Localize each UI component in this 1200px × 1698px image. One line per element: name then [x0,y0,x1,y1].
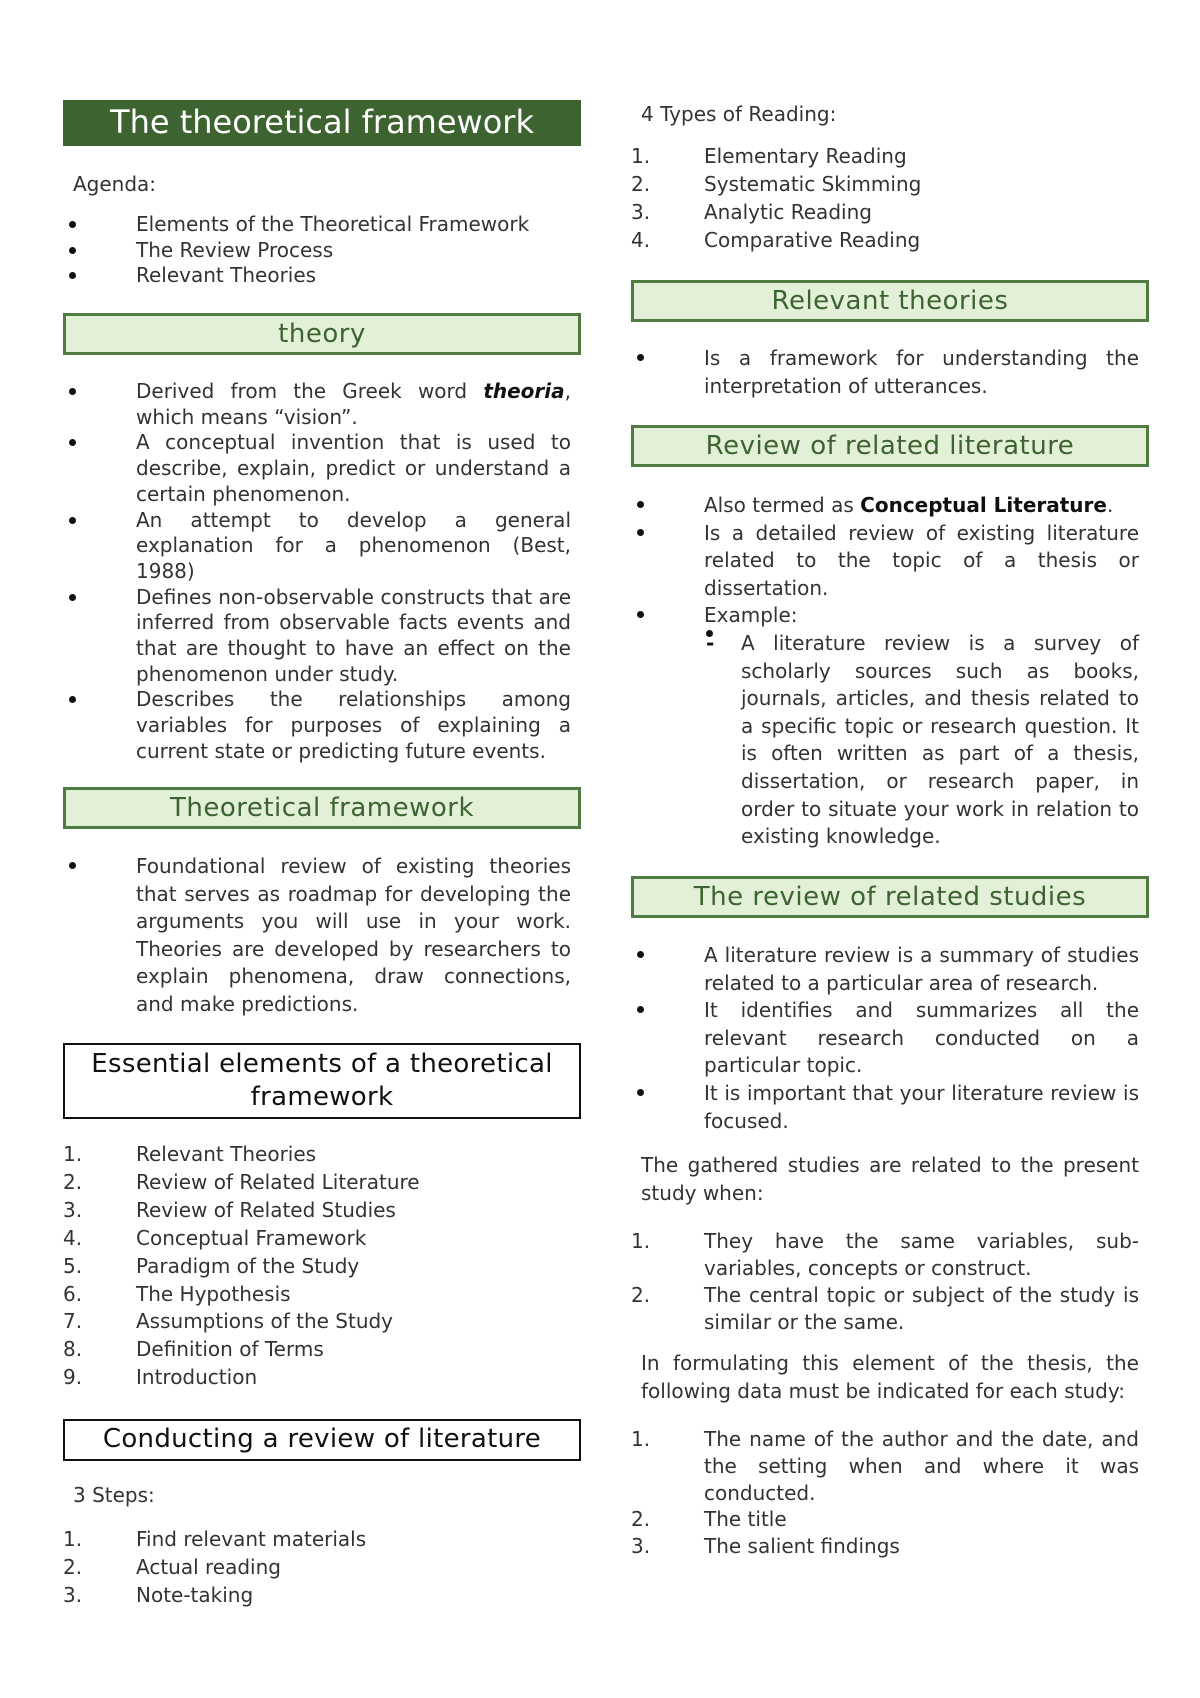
essential-element [63,1308,571,1336]
essential-element-text: Relevant Theories [136,1142,317,1166]
theoria-term: theoria [483,379,565,403]
step-text: Find relevant materials [136,1527,367,1551]
reading-type [631,143,1139,171]
theory-item-suffix: , which means “vision”. [136,379,571,429]
theory-item: Describes the relationships among variables for purposes of explaining a current state or predicting future events. [63,687,571,764]
study-data-text: The title [704,1507,787,1532]
list-number: 3. [63,1582,83,1607]
study-data-item [631,1533,1139,1560]
example-text: - A literature review is a survey of scholarly sources such as books, journals, articles, and thesis related to a specific topic or research question. It is often written as part of a thesis, dissertation, or research paper, in order to situate your work in relation to existing knowledge. [704,630,1139,851]
study-data-list [631,1426,1139,1560]
essential-element [63,1253,571,1281]
related-when-text: The central topic or subject of the study is similar or the same. [704,1283,1139,1335]
rrl-item [631,492,1139,520]
list-number: 3. [63,1197,83,1222]
study-data-text: The name of the author and the date, and the setting when and where it was conducted. [704,1427,1139,1505]
essential-element [63,1281,571,1309]
step-item [63,1554,571,1582]
study-data-text: The salient findings [704,1534,900,1559]
step-item [63,1526,571,1554]
essential-element-text: Introduction [136,1365,258,1390]
rrl-list [631,492,1139,851]
essential-element [63,1141,571,1169]
essential-elements-heading: Essential elements of a theoretical framework [63,1043,581,1119]
reading-type-text: Elementary Reading [704,144,907,168]
list-number: 1. [63,1527,83,1551]
rrs-item: It identifies and summarizes all the relevant research conducted on a particular topic. [631,997,1139,1080]
rrs-item: A literature review is a summary of studies related to a particular area of research. [631,942,1139,997]
list-number: 2. [63,1554,83,1579]
example-sublist [704,630,1139,851]
rrl-item: Is a detailed review of existing literature related to the topic of a thesis or dissertation. [631,520,1139,603]
conducting-review-heading: Conducting a review of literature [63,1419,581,1461]
conceptual-literature-term: Conceptual Literature [860,493,1107,517]
study-data-item [631,1506,1139,1533]
essential-element-text: Definition of Terms [136,1337,324,1362]
essential-element [63,1364,571,1392]
related-when-item [631,1228,1139,1282]
related-when-item [631,1282,1139,1336]
essential-element-text: Review of Related Studies [136,1197,396,1222]
list-number: 4. [631,227,651,252]
list-number: 2. [631,1507,651,1532]
list-number: 8. [63,1337,83,1362]
essential-element-text: Paradigm of the Study [136,1253,360,1278]
rrl-item-suffix: . [1106,493,1114,517]
theory-item-prefix: Derived from the Greek word [136,379,484,403]
agenda-item: Elements of the Theoretical Framework [63,212,571,238]
page-title: The theoretical framework [63,100,581,146]
review-related-studies-heading: The review of related studies [631,876,1149,918]
list-number: 1. [63,1142,83,1166]
essential-element [63,1336,571,1364]
reading-type [631,227,1139,255]
list-number: 3. [631,1534,651,1559]
theory-item [63,379,571,430]
relevant-theories-heading: Relevant theories [631,280,1149,322]
related-when-list [631,1228,1139,1336]
reading-types-list [631,143,1139,255]
essential-element-text: The Hypothesis [136,1281,291,1306]
agenda-item: Relevant Theories [63,263,571,289]
rrl-item-prefix: Also termed as [704,493,861,517]
list-number: 1. [631,1427,651,1451]
review-related-literature-heading: Review of related literature [631,425,1149,467]
theoretical-framework-heading: Theoretical framework [63,787,581,829]
reading-types-label: 4 Types of Reading: [641,102,837,126]
list-number: 9. [63,1365,83,1390]
study-data-item [631,1426,1139,1506]
step-text: Note-taking [136,1582,254,1607]
list-number: 1. [631,144,651,168]
essential-element [63,1225,571,1253]
related-when-paragraph: The gathered studies are related to the present study when: [641,1153,1139,1205]
theory-heading: theory [63,313,581,355]
related-when-text: They have the same variables, sub-variables, concepts or construct. [704,1229,1139,1281]
formulating-paragraph: In formulating this element of the thesis, the following data must be indicated for each study: [641,1351,1139,1403]
step-text: Actual reading [136,1554,281,1579]
steps-list [63,1526,571,1610]
theory-item: A conceptual invention that is used to describe, explain, predict or understand a certain phenomenon. [63,430,571,507]
theory-item: Defines non-observable constructs that are inferred from observable facts events and that are thought to have an effect on the phenomenon under study. [63,585,571,688]
step-item [63,1582,571,1610]
list-number: 2. [631,1283,651,1308]
list-number: 7. [63,1309,83,1334]
agenda-list [63,212,571,289]
rrl-item [631,602,1139,850]
essential-elements-list [63,1141,571,1392]
reading-type [631,171,1139,199]
list-number: 6. [63,1281,83,1306]
list-number: 4. [63,1225,83,1250]
framework-list [63,853,571,1019]
essential-element [63,1197,571,1225]
reading-type-text: Systematic Skimming [704,171,922,196]
relevant-theory-item: Is a framework for understanding the interpretation of utterances. [631,345,1139,401]
reading-type-text: Comparative Reading [704,227,921,252]
theory-list [63,379,571,765]
agenda-label: Agenda: [73,172,157,196]
rrs-item: It is important that your literature review is focused. [631,1080,1139,1135]
essential-element-text: Assumptions of the Study [136,1309,394,1334]
steps-label: 3 Steps: [73,1483,155,1507]
framework-item: Foundational review of existing theories that serves as roadmap for developing the arguments you will use in your work. Theories are developed by researchers to explain phenomena, draw connections, and make predictions. [63,853,571,1019]
agenda-item: The Review Process [63,238,571,264]
theory-item: An attempt to develop a general explanation for a phenomenon (Best, 1988) [63,508,571,585]
list-number: 1. [631,1229,651,1253]
reading-type [631,199,1139,227]
list-number: 2. [631,171,651,196]
list-number: 3. [631,199,651,224]
rrs-list [631,942,1139,1135]
reading-type-text: Analytic Reading [704,199,872,224]
essential-element-text: Review of Related Literature [136,1169,420,1194]
essential-element [63,1169,571,1197]
relevant-theories-list [631,345,1139,401]
list-number: 5. [63,1253,83,1278]
essential-element-text: Conceptual Framework [136,1225,367,1250]
example-label: Example: [704,603,798,628]
list-number: 2. [63,1169,83,1194]
